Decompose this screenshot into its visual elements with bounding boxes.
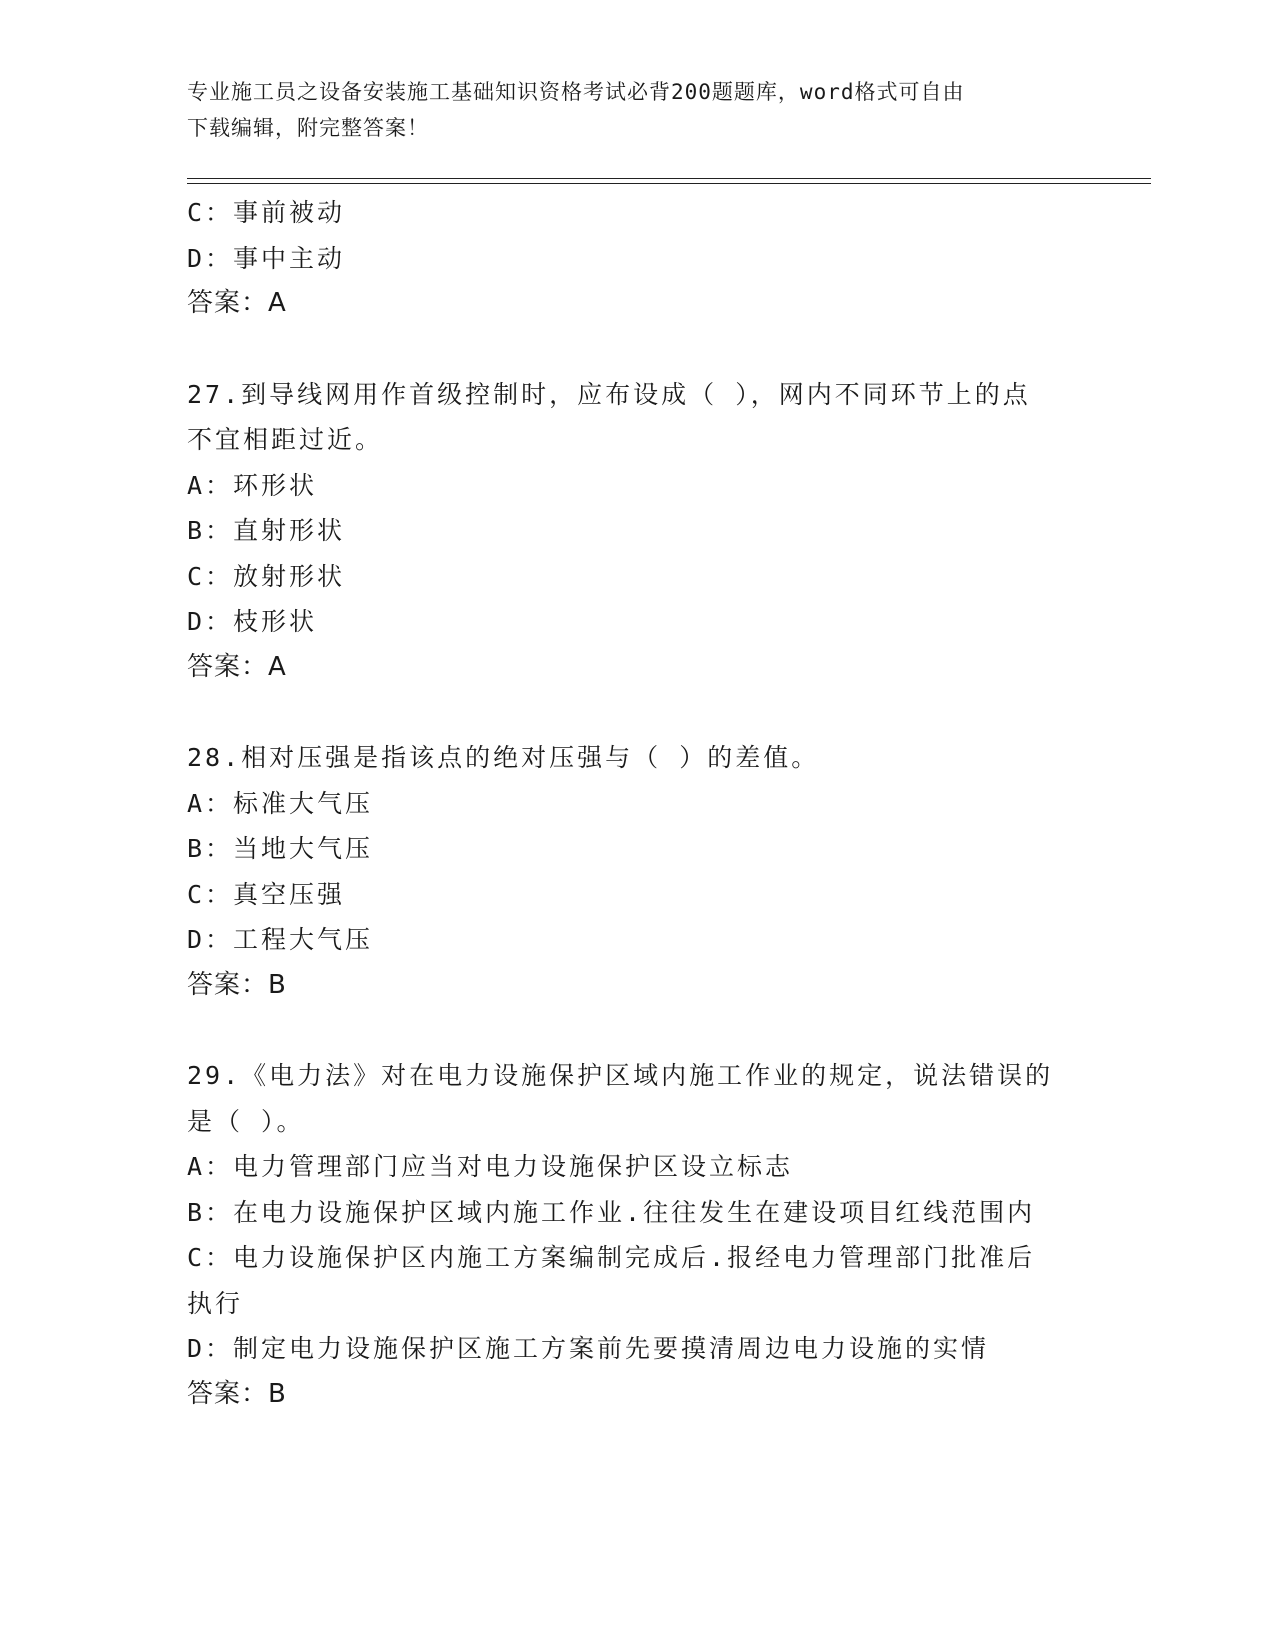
question-list — [187, 190, 1087, 1417]
option-d: D：枝形状 — [187, 607, 318, 636]
spacer — [187, 1008, 1087, 1053]
option-d: D：制定电力设施保护区施工方案前先要摸清周边电力设施的实情 — [187, 1334, 990, 1363]
option-c-continued: 执行 — [187, 1288, 244, 1318]
question-stem-continued: 是（ ）。 — [187, 1106, 305, 1136]
option-a: A：电力管理部门应当对电力设施保护区设立标志 — [187, 1152, 794, 1181]
answer-line: 答案：B — [187, 1378, 287, 1409]
option-a: A：环形状 — [187, 470, 318, 500]
header-line-1: 专业施工员之设备安装施工基础知识资格考试必背200题题库，word格式可自由 — [187, 80, 965, 104]
answer-line: 答案：B — [187, 969, 287, 1000]
option-b: B：当地大气压 — [187, 834, 374, 863]
option-c: C：真空压强 — [187, 879, 346, 909]
question-29 — [187, 1053, 1087, 1417]
option-c: C：放射形状 — [187, 561, 346, 591]
option-d: D：工程大气压 — [187, 925, 374, 954]
question-stem: 29.《电力法》对在电力设施保护区域内施工作业的规定，说法错误的 — [187, 1061, 1054, 1090]
spacer — [187, 690, 1087, 735]
question-28 — [187, 735, 1087, 1008]
option-d: D：事中主动 — [187, 243, 346, 273]
option-a: A：标准大气压 — [187, 788, 374, 818]
option-b: B：在电力设施保护区域内施工作业.往往发生在建设项目红线范围内 — [187, 1197, 1036, 1227]
question-stem: 28.相对压强是指该点的绝对压强与（ ）的差值。 — [187, 743, 820, 772]
option-c: C：事前被动 — [187, 198, 346, 227]
spacer — [187, 327, 1087, 372]
option-b: B：直射形状 — [187, 516, 346, 545]
question-27 — [187, 372, 1087, 691]
answer-line: 答案：A — [187, 651, 287, 682]
question-stem-continued: 不宜相距过近。 — [187, 425, 384, 454]
header-divider-top — [187, 178, 1151, 179]
document-header — [187, 74, 1087, 146]
answer-line: 答案：A — [187, 288, 287, 318]
question-26-tail — [187, 190, 1087, 327]
header-line-2: 下载编辑，附完整答案！ — [187, 116, 429, 140]
header-divider-bottom — [187, 183, 1151, 184]
question-stem: 27.到导线网用作首级控制时，应布设成（ ），网内不同环节上的点 — [187, 379, 1031, 409]
option-c: C：电力设施保护区内施工方案编制完成后.报经电力管理部门批准后 — [187, 1243, 1036, 1272]
